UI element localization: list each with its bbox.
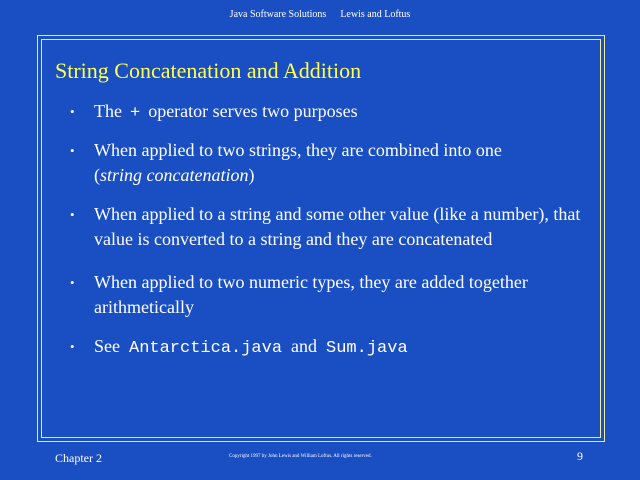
italic-term: string concatenation xyxy=(100,165,249,185)
book-title: Java Software Solutions xyxy=(229,9,327,20)
page-number: 9 xyxy=(577,449,583,463)
bullet-item xyxy=(70,138,590,188)
bullet-item xyxy=(70,334,590,361)
chapter-label: Chapter 2 xyxy=(55,451,102,465)
bullet-icon: • xyxy=(70,104,75,119)
bullet-icon: • xyxy=(70,143,75,158)
bullet-icon: • xyxy=(70,339,75,354)
bullet-text: When applied to two numeric types, they are added together arithmetically xyxy=(94,272,528,317)
bullet-text: When applied to two strings, they are combined into one xyxy=(94,140,502,160)
bullet-text: operator serves two purposes xyxy=(148,101,358,121)
plus-operator: + xyxy=(129,104,141,123)
copyright-notice: Copyright 1997 by John Lewis and William Loftus. All rights reserved. xyxy=(229,454,372,459)
bullet-item xyxy=(70,99,590,126)
bullet-icon: • xyxy=(70,207,75,222)
bullet-item xyxy=(70,202,590,252)
bullet-item xyxy=(70,270,590,320)
bullet-text: See xyxy=(94,336,120,356)
bullet-text: When applied to a string and some other value (like a number), that value is converted to a string and they are concatenated xyxy=(94,204,581,249)
bullet-list xyxy=(70,99,590,361)
bullet-text: The xyxy=(94,101,122,121)
slide-title: String Concatenation and Addition xyxy=(55,58,362,83)
bullet-text: and xyxy=(291,336,318,356)
filename-antarctica: Antarctica.java xyxy=(129,339,283,358)
filename-sum: Sum.java xyxy=(326,339,408,358)
paren-close: ) xyxy=(248,165,255,185)
bullet-icon: • xyxy=(70,275,75,290)
paren-open: ( xyxy=(94,165,100,185)
slide-header xyxy=(0,9,640,20)
authors: Lewis and Loftus xyxy=(340,9,411,20)
